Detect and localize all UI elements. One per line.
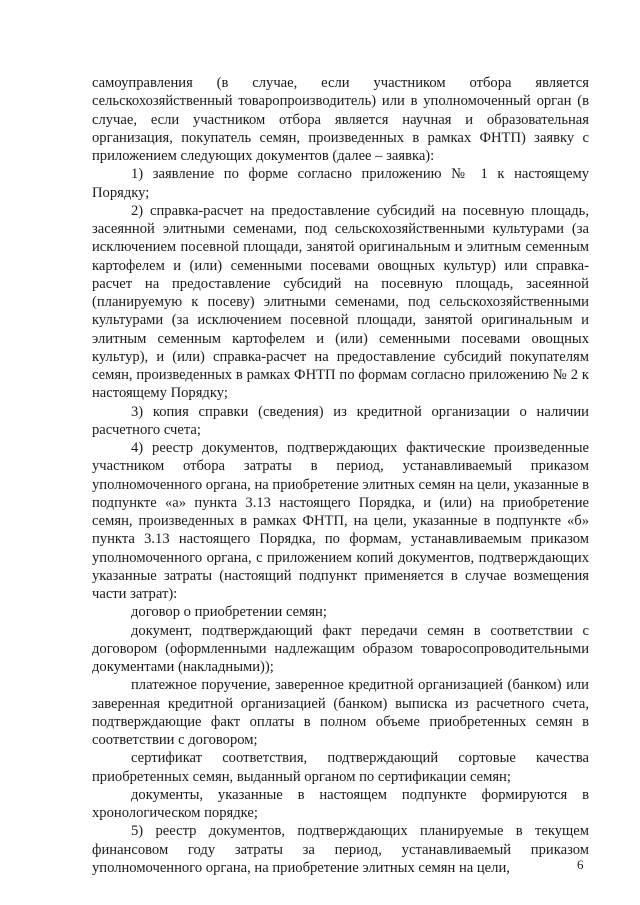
paragraph-chronological: документы, указанные в настоящем подпункте формируются в хронологическом порядке;: [92, 786, 589, 821]
paragraph-payment-order: платежное поручение, заверенное кредитной организацией (банком) или заверенная кредитной организацией (банком) выписка из расчетного счета, подтверждающие факт оплаты в полном объеме приобретенных семян в соответствии с договором;: [92, 677, 589, 748]
paragraph-item-3: 3) копия справки (сведения) из кредитной организации о наличии расчетного счета;: [92, 403, 589, 438]
paragraph-certificate: сертификат соответствия, подтверждающий сортовые качества приобретенных семян, выданный органом по сертификации семян;: [92, 750, 589, 785]
document-body: [92, 74, 589, 877]
paragraph-item-4: 4) реестр документов, подтверждающих фактические произведенные участником отбора затраты в период, устанавливаемый приказом уполномоченного органа, на приобретение элитных семян на цели, указанные в подпункте «а» пункта 3.13 настоящего Порядка, и (или) на приобретение семян, произведенных в рамках ФНТП, на цели, указанные в подпункте «б» пункта 3.13 настоящего Порядка, по формам, устанавливаемым приказом уполномоченного органа, с приложением копий документов, подтверждающих указанные затраты (настоящий подпункт применяется в случае возмещения части затрат):: [92, 440, 589, 602]
page-number: 6: [577, 857, 584, 872]
paragraph-item-1: 1) заявление по форме согласно приложению № 1 к настоящему Порядку;: [92, 166, 589, 201]
paragraph-item-5: 5) реестр документов, подтверждающих планируемые в текущем финансовом году затраты за период, устанавливаемый приказом уполномоченного органа, на приобретение элитных семян на цели,: [92, 823, 589, 876]
paragraph-contract: договор о приобретении семян;: [131, 604, 327, 621]
paragraph-item-2: 2) справка-расчет на предоставление субсидий на посевную площадь, засеянной элитными семенами, под сельскохозяйственными культурами (за исключением посевной площади, занятой оригинальным и элитным семенным картофелем и (или) семенными посевами овощных культур) или справка-расчет на предоставление субсидий на посевную площадь, засеянной (планируемую к посеву) элитными семенами, под сельскохозяйственными культурами (за исключением посевной площади, занятой оригинальным и элитным семенным картофелем и (или) семенными посевами овощных культур), и (или) справка-расчет на предоставление субсидий покупателям семян, произведенных в рамках ФНТП по формам согласно приложению № 2 к настоящему Порядку;: [92, 202, 589, 402]
paragraph-transfer-document: документ, подтверждающий факт передачи семян в соответствии с договором (оформленными надлежащим образом товаросопроводительными документами (накладными));: [92, 622, 589, 675]
paragraph-intro-continuation: самоуправления (в случае, если участником отбора является сельскохозяйственный товаропроизводитель) или в уполномоченный орган (в случае, если участником отбора является научная и образовательная организация, покупатель семян, произведенных в рамках ФНТП) заявку с приложением следующих документов (далее – заявка):: [92, 75, 589, 164]
